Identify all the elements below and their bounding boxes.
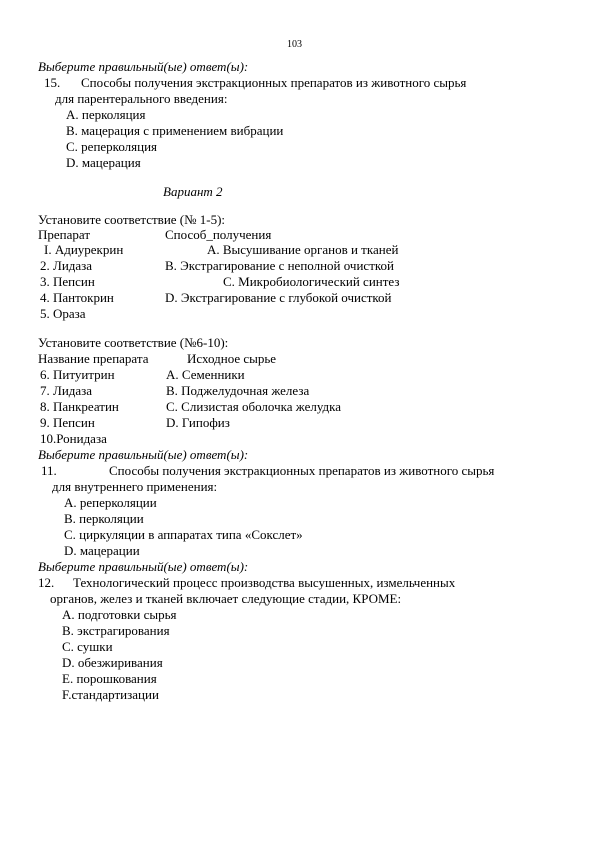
page-number: 103 (287, 39, 302, 50)
question-text-continued: для внутреннего применения: (52, 479, 218, 494)
match-right-item: В. Экстрагирование с неполной очисткой (165, 258, 394, 273)
question-text-continued: для парентерального введения: (55, 91, 228, 106)
question-number: 12. (38, 575, 55, 590)
answer-option: D. обезжиривания (62, 655, 163, 670)
match-left-item: 2. Лидаза (40, 258, 93, 273)
match-right-item: С. Микробиологический синтез (223, 274, 400, 289)
question-text-continued: органов, желез и тканей включает следующие стадии, КРОМЕ: (50, 591, 402, 606)
question-number: 11. (41, 463, 57, 478)
answer-option: F.стандартизации (62, 687, 159, 702)
match-left-item: 6. Питуитрин (40, 367, 115, 382)
answer-option: А. подготовки сырья (62, 607, 177, 622)
match-left-item: 10.Ронидаза (40, 431, 107, 446)
answer-option: С. сушки (62, 639, 113, 654)
column-header-left: Название препарата (38, 351, 149, 366)
match-right-item: В. Поджелудочная железа (166, 383, 310, 398)
match-right-item: D. Экстрагирование с глубокой очисткой (165, 290, 392, 305)
match-instruction: Установите соответствие (№ 1-5): (38, 212, 226, 227)
variant-title: Вариант 2 (163, 184, 223, 199)
match-right-item: С. Слизистая оболочка желудка (166, 399, 342, 414)
question-text: Технологический процесс производства высушенных, измельченных (73, 575, 456, 590)
answer-option: С. циркуляции в аппаратах типа «Сокслет» (64, 527, 303, 542)
column-header-left: Препарат (38, 227, 90, 242)
question-text: Способы получения экстракционных препаратов из животного сырья (109, 463, 495, 478)
match-left-item: 4. Пантокрин (40, 290, 114, 305)
answer-option: С. реперколяция (66, 139, 158, 154)
match-left-item: 5. Ораза (40, 306, 86, 321)
match-left-item: 9. Пепсин (40, 415, 95, 430)
answer-option: В. перколяции (64, 511, 144, 526)
instruction-choose-answer: Выберите правильный(ые) ответ(ы): (38, 447, 249, 462)
match-left-item: 7. Лидаза (40, 383, 93, 398)
match-right-item: А. Высушивание органов и тканей (207, 242, 399, 257)
answer-option: А. реперколяции (64, 495, 157, 510)
match-left-item: I. Адиурекрин (44, 242, 124, 257)
answer-option: D. мацерация (66, 155, 141, 170)
column-header-right: Исходное сырье (187, 351, 277, 366)
answer-option: D. мацерации (64, 543, 140, 558)
instruction-choose-answer: Выберите правильный(ые) ответ(ы): (38, 59, 249, 74)
answer-option: В. экстрагирования (62, 623, 170, 638)
match-instruction: Установите соответствие (№6-10): (38, 335, 229, 350)
instruction-choose-answer: Выберите правильный(ые) ответ(ы): (38, 559, 249, 574)
match-left-item: 8. Панкреатин (40, 399, 119, 414)
answer-option: Е. порошкования (62, 671, 157, 686)
match-right-item: D. Гипофиз (166, 415, 230, 430)
column-header-right: Способ_получения (165, 227, 272, 242)
answer-option: В. мацерация с применением вибрации (66, 123, 284, 138)
question-number: 15. (44, 75, 61, 90)
match-right-item: А. Семенники (166, 367, 245, 382)
answer-option: А. перколяция (66, 107, 146, 122)
question-text: Способы получения экстракционных препаратов из животного сырья (81, 75, 467, 90)
match-left-item: 3. Пепсин (40, 274, 95, 289)
